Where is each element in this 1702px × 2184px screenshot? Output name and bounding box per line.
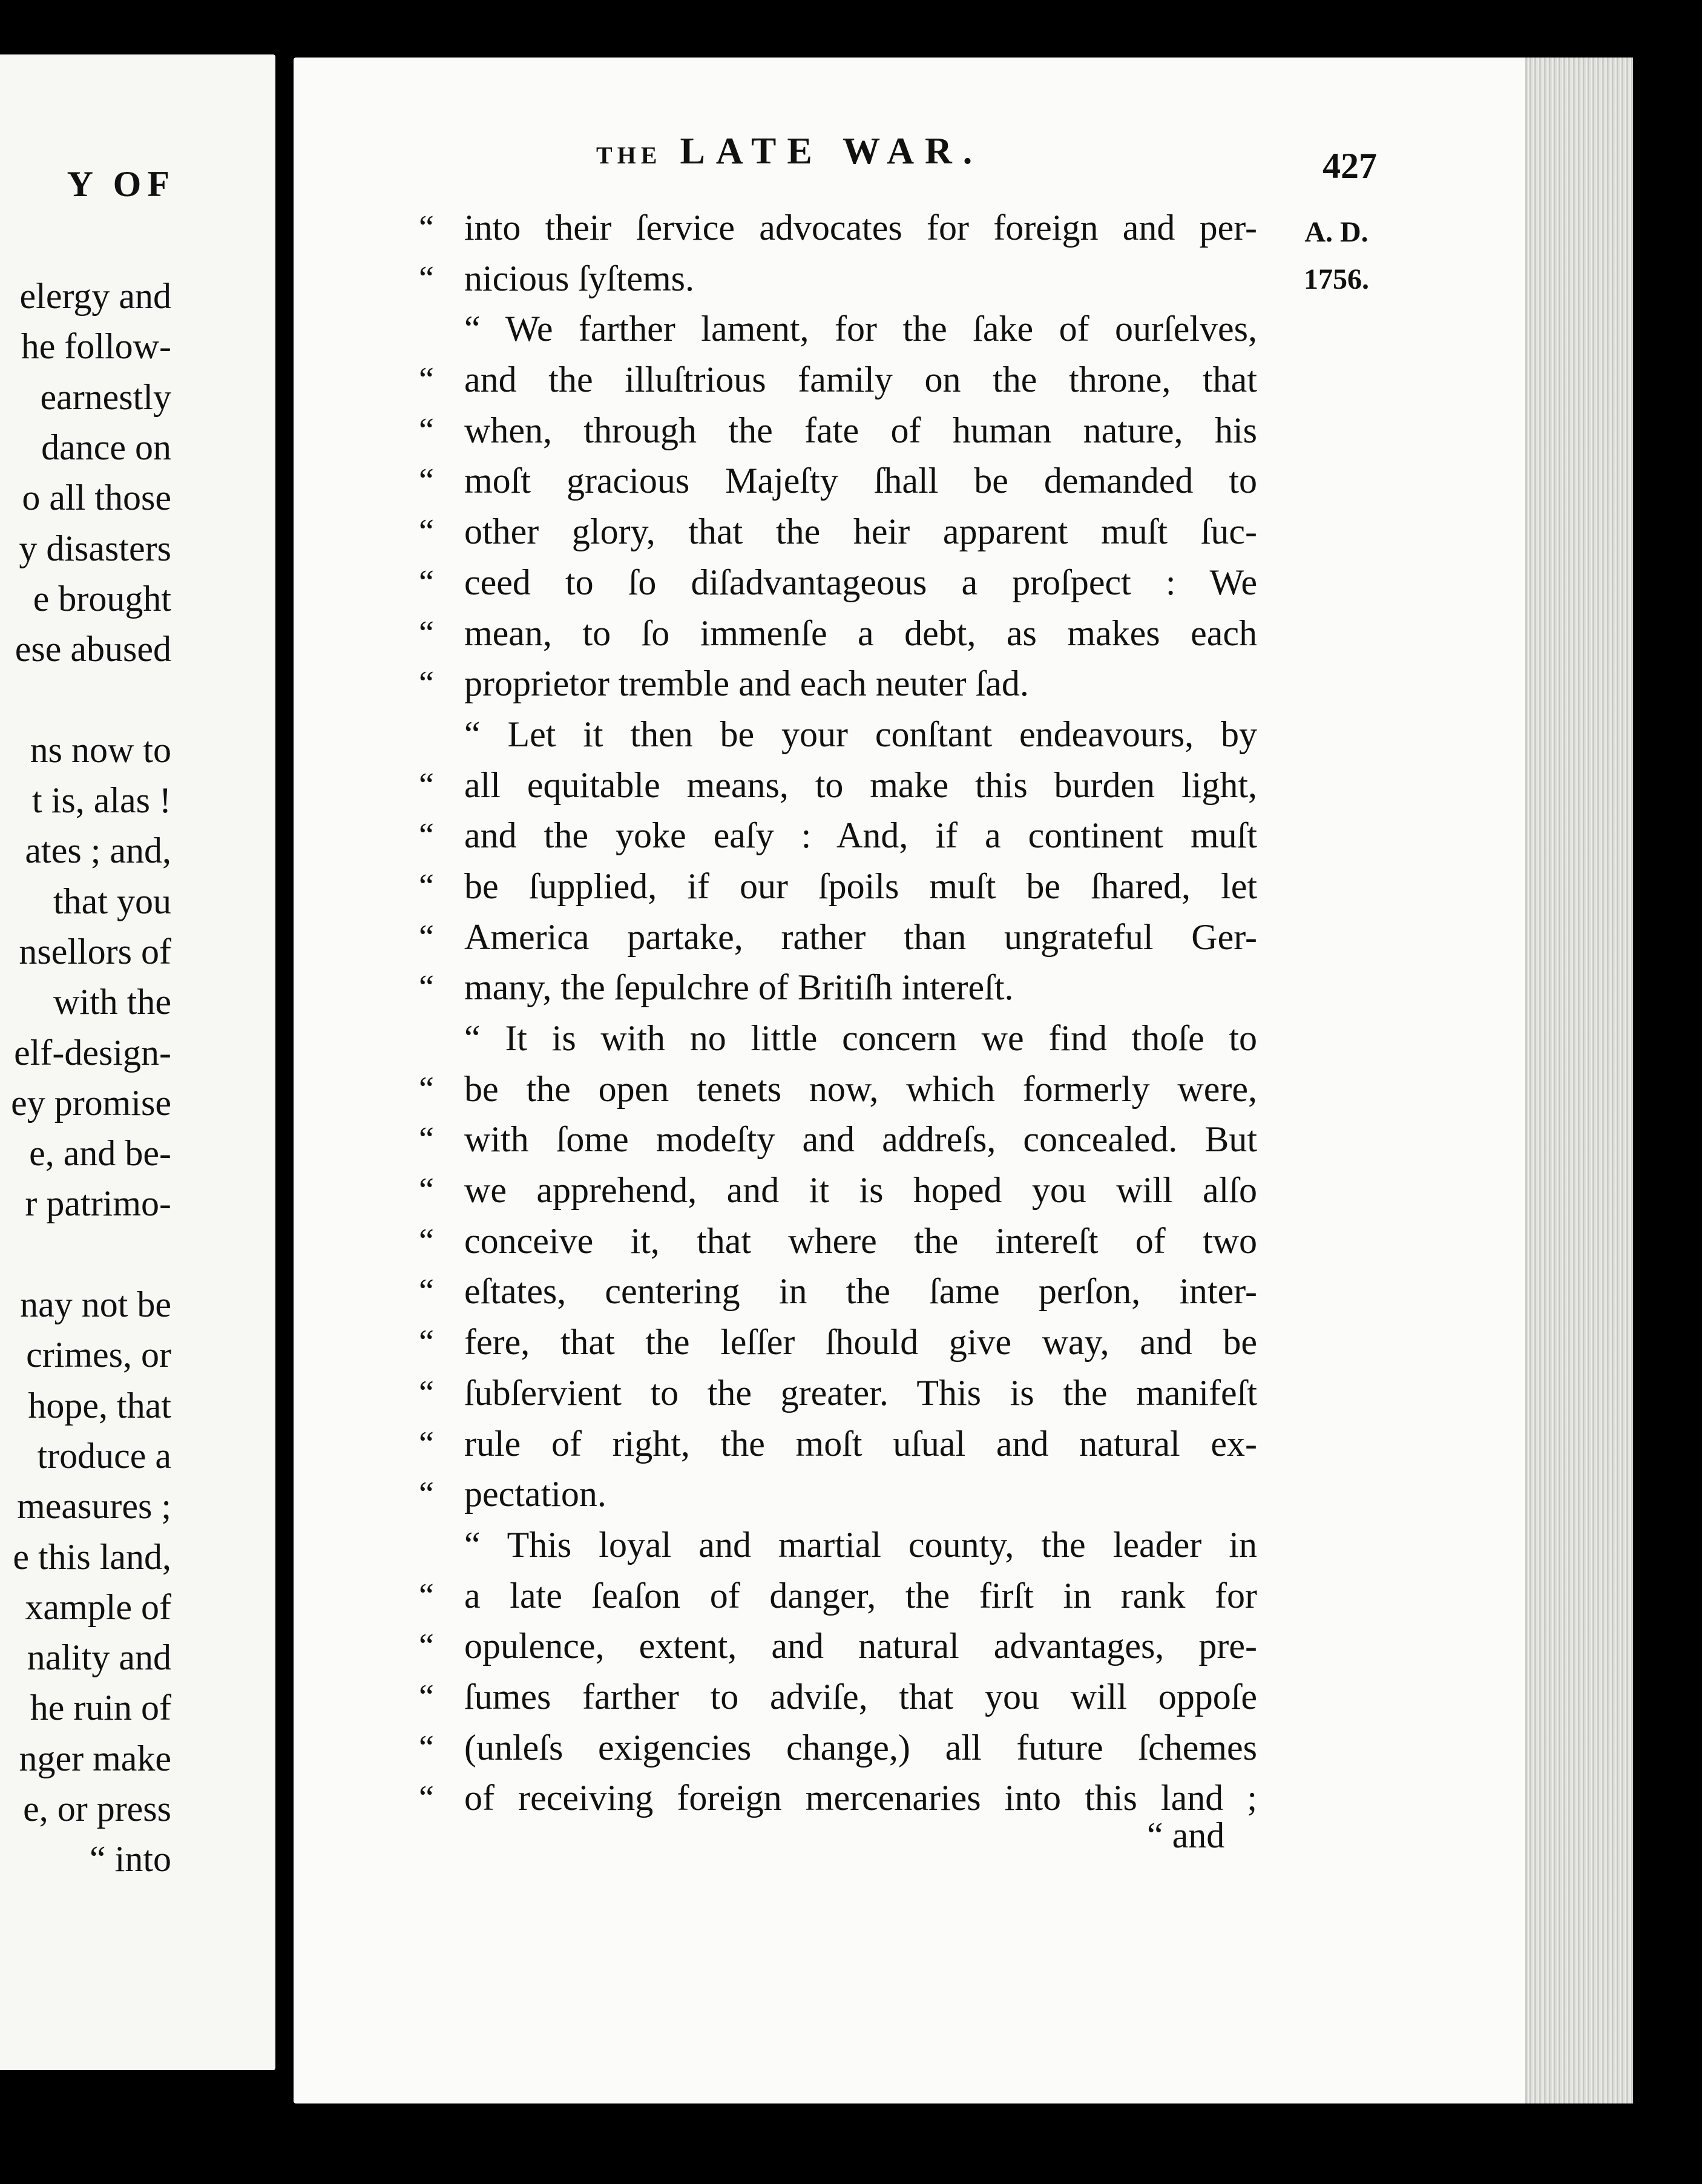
line-text: “ It is with no little concern we find thoſe to (464, 1018, 1257, 1058)
text-line (419, 1773, 1257, 1824)
line-text: “ Let it then be your conſtant endeavours, by (464, 714, 1257, 754)
line-text: when, through the fate of human nature, his (464, 410, 1257, 450)
line-text: “ This loyal and martial county, the leader in (464, 1524, 1257, 1565)
text-line (419, 1064, 1257, 1115)
quote-mark: “ (419, 563, 434, 601)
line-text: and the yoke eaſy : And, if a continent muſt (464, 815, 1257, 856)
left-page-line: e, or press (23, 1789, 171, 1829)
text-line (419, 507, 1257, 558)
left-page-line: ey promise (11, 1082, 171, 1123)
text-line (419, 1723, 1257, 1774)
text-line (419, 1114, 1257, 1165)
line-text: we apprehend, and it is hoped you will alſo (464, 1170, 1257, 1211)
text-line (419, 1013, 1257, 1064)
line-text: fere, that the leſſer ſhould give way, and be (464, 1322, 1257, 1363)
page-number: 427 (1322, 146, 1377, 186)
text-line (419, 254, 1257, 304)
left-page-line: “ into (90, 1839, 171, 1880)
line-text: America partake, rather than ungrateful Ger- (464, 916, 1257, 957)
running-head-title: LATE WAR. (680, 131, 984, 172)
left-page-line: he ruin of (30, 1688, 171, 1728)
line-text: many, the ſepulchre of Britiſh intereſt. (464, 967, 1014, 1008)
body-text (419, 203, 1257, 1824)
quote-mark: “ (419, 1120, 434, 1159)
left-page-line: e, and be- (29, 1133, 171, 1174)
quote-mark: “ (419, 614, 434, 652)
left-page-line: e brought (33, 578, 171, 619)
left-page-line: y disasters (19, 528, 171, 568)
text-line (419, 811, 1257, 861)
page-edges (1525, 58, 1633, 2103)
line-text: eſtates, centering in the ſame perſon, inter- (464, 1271, 1257, 1312)
text-line (419, 1317, 1257, 1368)
left-page-line: ates ; and, (25, 831, 171, 871)
text-line (419, 1266, 1257, 1317)
line-text: a late ſeaſon of danger, the firſt in rank for (464, 1575, 1257, 1616)
left-page-line: t is, alas ! (32, 780, 171, 820)
line-text: conceive it, that where the intereſt of two (464, 1220, 1257, 1261)
left-page-line: that you (53, 881, 171, 921)
line-text: (unleſs exigencies change,) all future ſchemes (464, 1727, 1257, 1768)
quote-mark: “ (419, 1272, 434, 1311)
text-line (419, 760, 1257, 811)
text-line (419, 1571, 1257, 1622)
text-line (419, 406, 1257, 456)
left-page-line: ese abused (15, 629, 171, 669)
left-page-line: crimes, or (26, 1335, 171, 1375)
line-text: mean, to ſo immenſe a debt, as makes each (464, 613, 1257, 653)
line-text: “ We farther lament, for the ſake of ourſelves, (464, 309, 1257, 349)
left-page-line: ns now to (30, 729, 171, 770)
quote-mark: “ (419, 766, 434, 804)
quote-mark: “ (419, 1627, 434, 1665)
quote-mark: “ (419, 1373, 434, 1412)
margin-date-year: 1756. (1304, 263, 1369, 295)
previous-page (0, 54, 275, 2070)
text-line (419, 608, 1257, 659)
text-line (419, 1216, 1257, 1267)
quote-mark: “ (419, 462, 434, 500)
line-text: into their ſervice advocates for foreign and per- (464, 208, 1257, 248)
left-page-line: nay not be (20, 1284, 171, 1324)
left-page-line: r patrimo- (25, 1183, 171, 1224)
margin-date-era: A. D. (1304, 216, 1368, 248)
left-page-line: xample of (25, 1587, 171, 1627)
line-text: be the open tenets now, which formerly were, (464, 1068, 1257, 1109)
line-text: and the illuſtrious family on the throne, that (464, 360, 1257, 400)
line-text: ceed to ſo diſadvantageous a proſpect : We (464, 562, 1257, 602)
quote-mark: “ (419, 1779, 434, 1817)
left-page-line: nger make (19, 1738, 171, 1778)
text-line (419, 1165, 1257, 1216)
left-page-line: e this land, (13, 1536, 171, 1577)
quote-mark: “ (419, 411, 434, 449)
left-page-line: elf-design- (14, 1032, 171, 1073)
text-line (419, 304, 1257, 355)
left-page-line: dance on (41, 427, 171, 467)
quote-mark: “ (419, 1475, 434, 1513)
left-page-line: troduce a (37, 1435, 171, 1476)
line-text: of receiving foreign mercenaries into this land ; (464, 1778, 1257, 1818)
line-text: ſumes farther to adviſe, that you will oppoſe (464, 1676, 1257, 1717)
quote-mark: “ (419, 1576, 434, 1614)
text-line (419, 962, 1257, 1013)
left-running-head: Y OF (67, 164, 176, 204)
text-line (419, 912, 1257, 963)
line-text: ſubſervient to the greater. This is the manifeſt (464, 1372, 1257, 1413)
quote-mark: “ (419, 665, 434, 703)
line-text: moſt gracious Majeſty ſhall be demanded to (464, 461, 1257, 501)
text-line (419, 861, 1257, 912)
text-line (419, 1520, 1257, 1571)
line-text: rule of right, the moſt uſual and natural ex- (464, 1423, 1257, 1464)
text-line (419, 355, 1257, 406)
text-line (419, 456, 1257, 507)
line-text: all equitable means, to make this burden light, (464, 765, 1257, 805)
text-line (419, 1469, 1257, 1520)
running-head (596, 130, 1092, 173)
quote-mark: “ (419, 969, 434, 1007)
quote-mark: “ (419, 513, 434, 551)
left-page-line: with the (53, 982, 171, 1022)
quote-mark: “ (419, 1728, 434, 1766)
quote-mark: “ (419, 209, 434, 246)
line-text: nicious ſyſtems. (464, 258, 694, 298)
text-line (419, 1419, 1257, 1470)
left-page-line: he follow- (21, 326, 171, 367)
left-page-line: measures ; (17, 1486, 171, 1527)
text-line (419, 659, 1257, 709)
quote-mark: “ (419, 259, 434, 297)
quote-mark: “ (419, 1070, 434, 1108)
quote-mark: “ (419, 1323, 434, 1361)
left-page-line: elergy and (19, 276, 171, 316)
line-text: be ſupplied, if our ſpoils muſt be ſhared, let (464, 866, 1257, 906)
left-page-line: hope, that (28, 1385, 171, 1426)
text-line (419, 203, 1257, 254)
text-line (419, 1672, 1257, 1723)
quote-mark: “ (419, 817, 434, 855)
running-head-the: THE (596, 142, 662, 169)
line-text: proprietor tremble and each neuter ſad. (464, 663, 1029, 704)
left-page-line: nality and (27, 1637, 171, 1678)
margin-date (1288, 209, 1385, 303)
line-text: with ſome modeſty and addreſs, concealed. But (464, 1119, 1257, 1160)
line-text: other glory, that the heir apparent muſt ſuc- (464, 511, 1257, 552)
quote-mark: “ (419, 1171, 434, 1209)
quote-mark: “ (419, 1222, 434, 1260)
left-page-line: o all those (22, 478, 171, 518)
quote-mark: “ (419, 918, 434, 956)
text-line (419, 1621, 1257, 1672)
text-line (419, 709, 1257, 760)
line-text: opulence, extent, and natural advantages, pre- (464, 1626, 1257, 1666)
left-page-line: earnestly (40, 377, 171, 417)
quote-mark: “ (419, 867, 434, 905)
quote-mark: “ (419, 361, 434, 399)
line-text: pectation. (464, 1474, 606, 1515)
text-line (419, 558, 1257, 608)
quote-mark: “ (419, 1424, 434, 1462)
text-line (419, 1368, 1257, 1419)
quote-mark: “ (419, 1677, 434, 1715)
catchword: “ and (1147, 1815, 1225, 1855)
left-page-line: nsellors of (19, 931, 171, 972)
